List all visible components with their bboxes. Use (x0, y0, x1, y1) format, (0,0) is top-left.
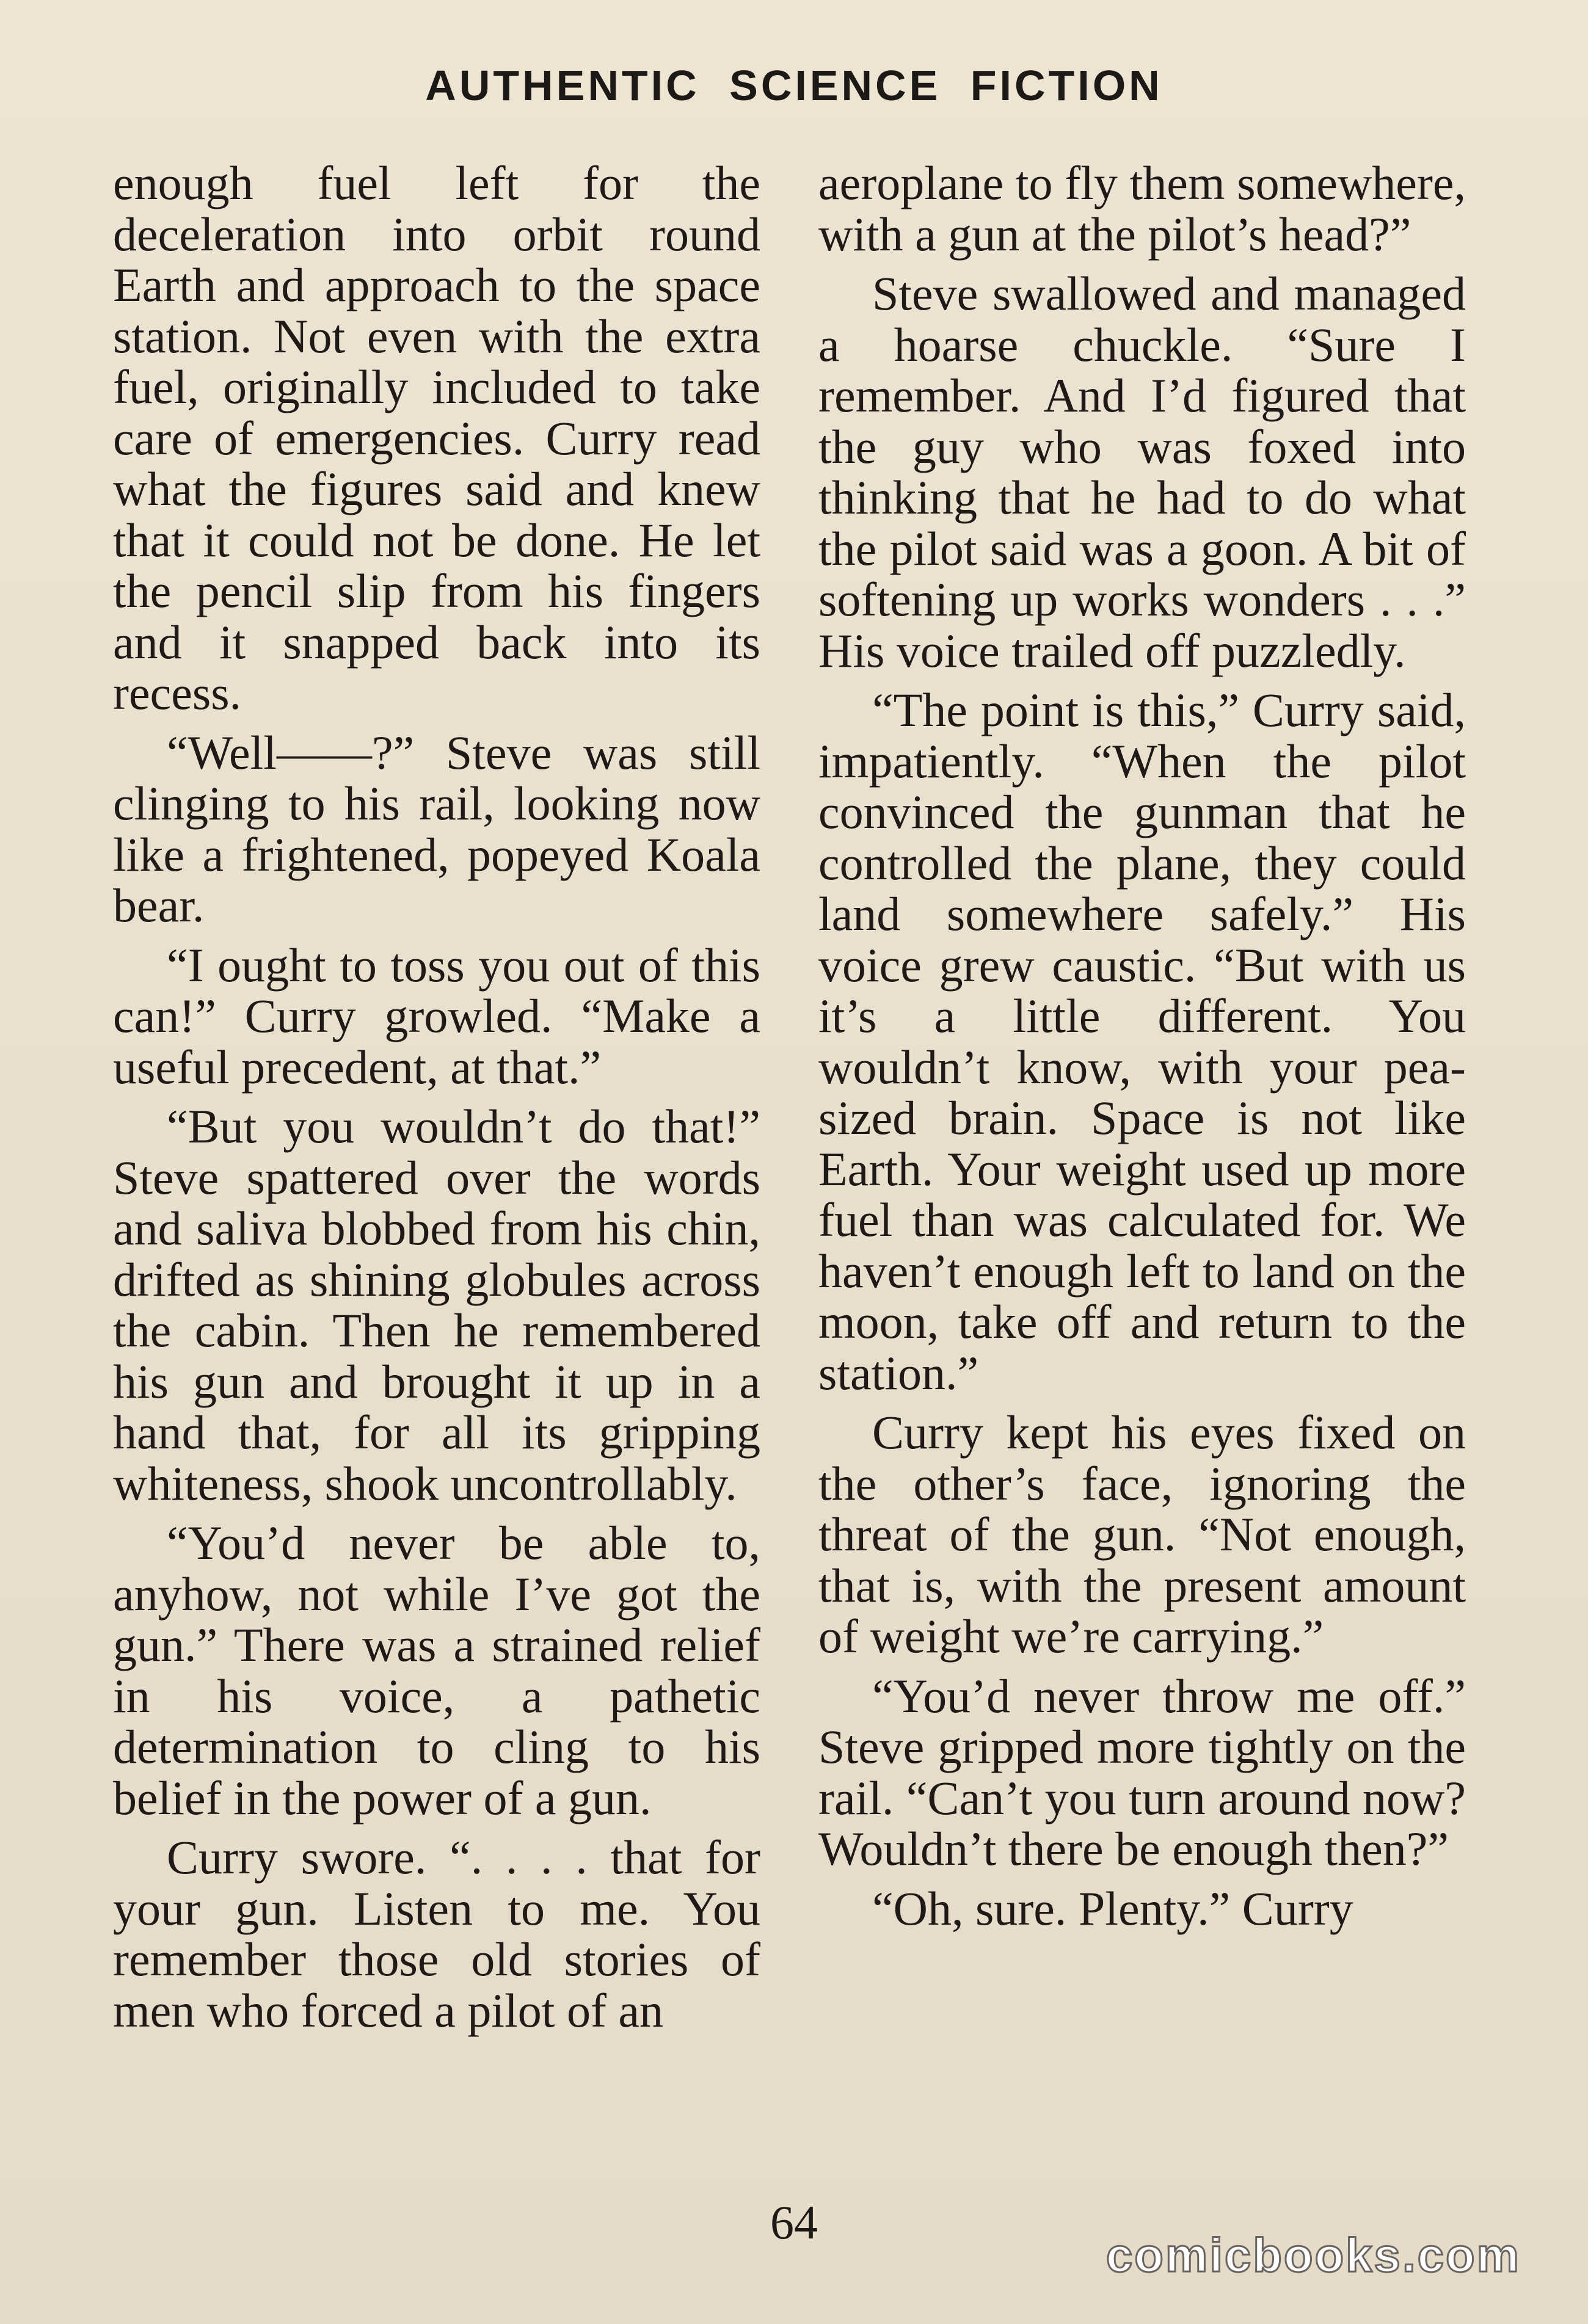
watermark: comicbooks.com (1105, 2228, 1521, 2282)
paragraph: Steve swallowed and managed a hoarse chuckle. “Sure I remember. And I’d figured that the guy who was foxed into thinking that he had to do what the pilot said was a goon. A bit of softening up works wonders . . .” His voice trailed off puzzledly. (818, 267, 1466, 677)
paragraph: Curry swore. “. . . . that for your gun. Listen to me. You remember those old stories of men who forced a pilot of an (113, 1831, 760, 2037)
paragraph: “Oh, sure. Plenty.” Curry (872, 1881, 1353, 1935)
paragraph: “Well——?” Steve was still clinging to his rail, looking now like a frightened, popeyed Koala bear. (113, 725, 760, 932)
paragraph: “But you wouldn’t do that!” Steve spattered over the words and saliva blobbed from his chin, drifted as shining globules across the cabin. Then he remembered his gun and brought it up in a hand that, for all its gripping whiteness, shook uncontrollably. (113, 1100, 760, 1510)
paragraph: “You’d never be able to, anyhow, not while I’ve got the gun.” There was a strained relief in his voice, a pathetic determination to cling to his belief in the power of a gun. (113, 1516, 760, 1825)
page-number: 64 (770, 2196, 818, 2249)
paragraph: enough fuel left for the deceleration into orbit round Earth and approach to the space station. Not even with the extra fuel, originally included to take care of emergencies. Curry read what the figures said and knew that it could not be done. He let the pencil slip from his fingers and it snapped back into its recess. (113, 156, 760, 719)
text-column-left (113, 158, 760, 2044)
paragraph: “You’d never throw me off.” Steve gripped more tightly on the rail. “Can’t you turn around now? Wouldn’t there be enough then?” (818, 1669, 1466, 1875)
running-head: AUTHENTIC SCIENCE FICTION (425, 62, 1163, 109)
text-column-right (818, 158, 1466, 1942)
paragraph: aeroplane to fly them somewhere, with a gun at the pilot’s head?” (818, 156, 1466, 261)
paragraph: “The point is this,” Curry said, impatiently. “When the pilot convinced the gunman that he controlled the plane, they could land somewhere safely.” His voice grew caustic. “But with us it’s a little different. You wouldn’t know, with your pea-sized brain. Space is not like Earth. Your weight used up more fuel than was calculated for. We haven’t enough left to land on the moon, take off and return to the station.” (818, 683, 1466, 1400)
paragraph: “I ought to toss you out of this can!” Curry growled. “Make a useful precedent, at that.” (113, 938, 760, 1094)
paragraph: Curry kept his eyes fixed on the other’s face, ignoring the threat of the gun. “Not enough, that is, with the present amount of weight we’re carrying.” (818, 1406, 1466, 1663)
